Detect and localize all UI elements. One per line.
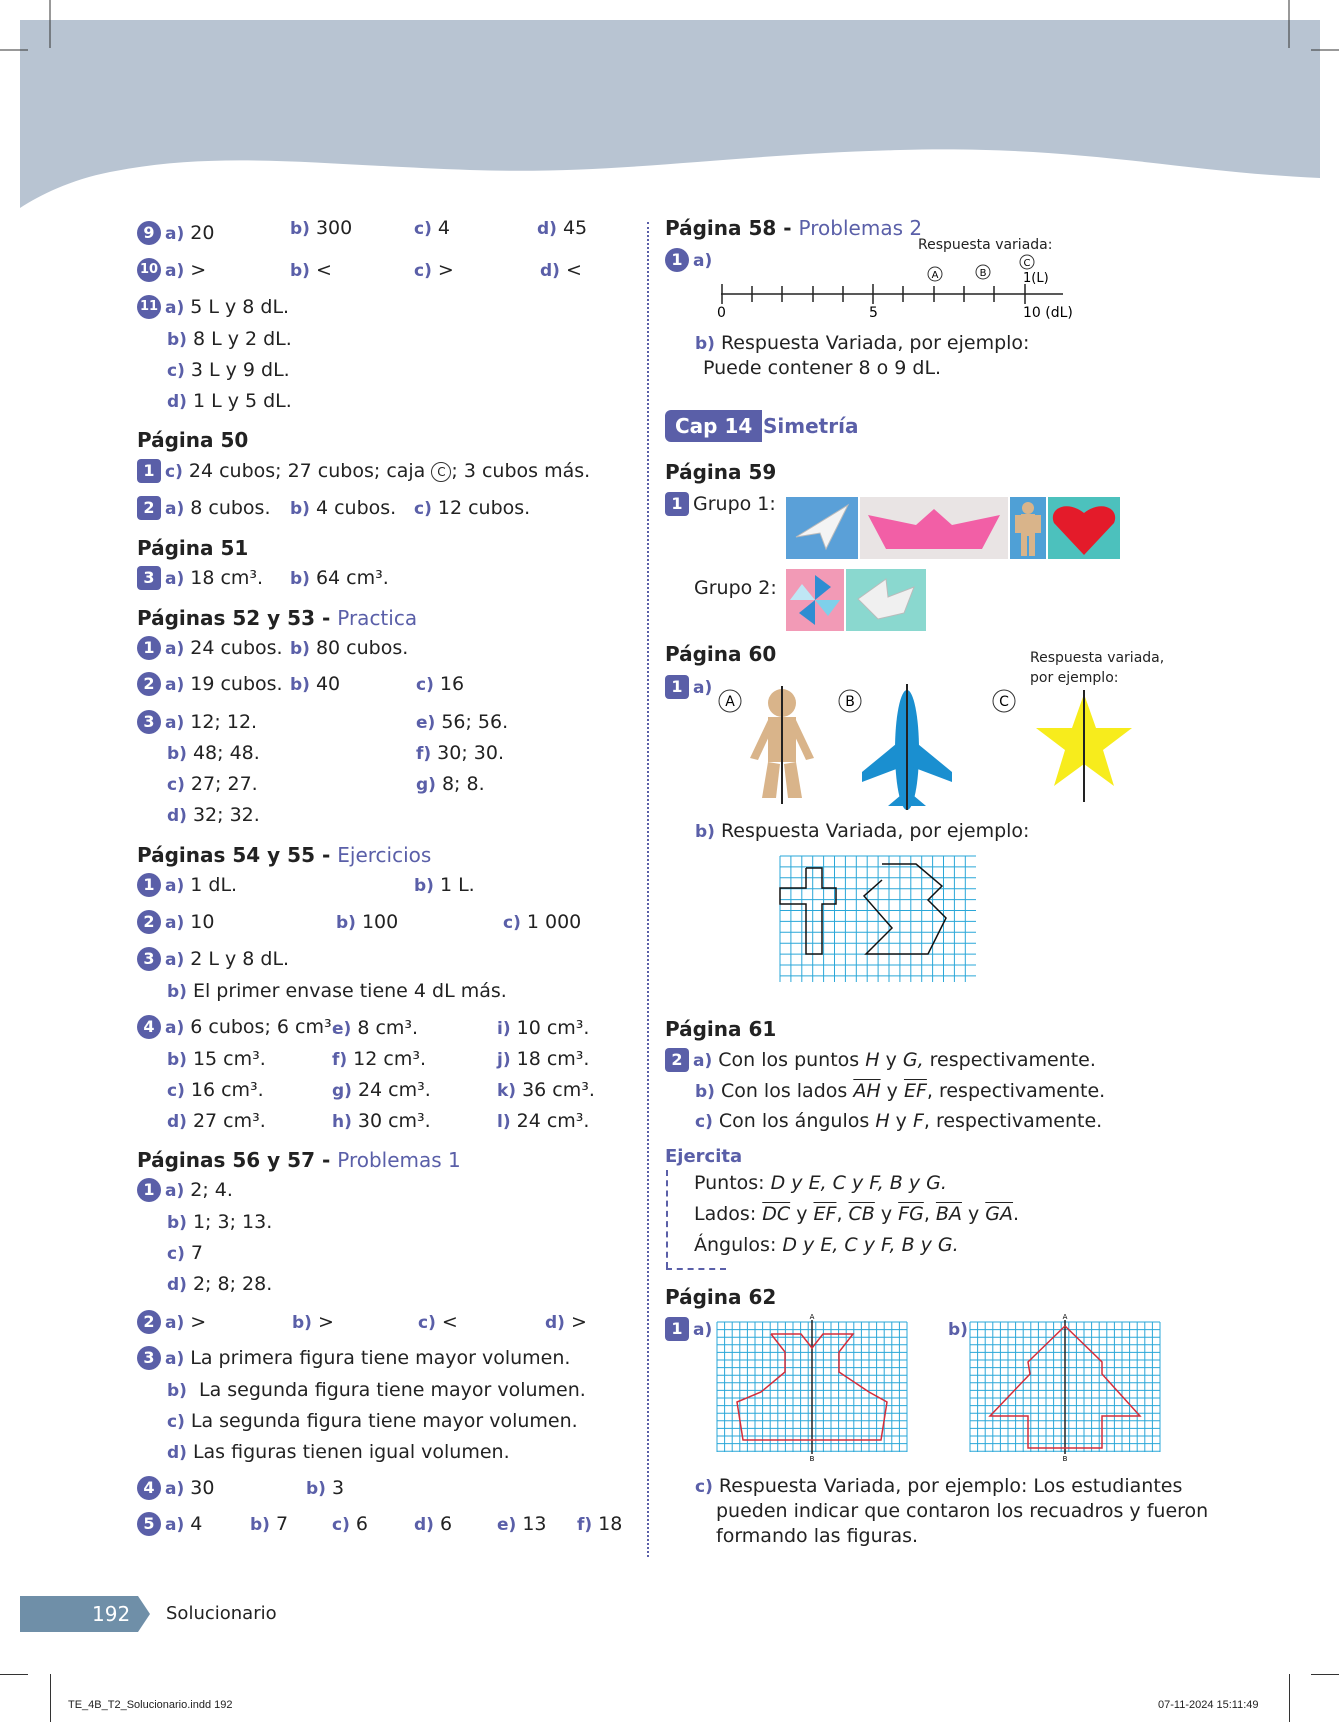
chapter-title: Simetría (763, 414, 859, 438)
p58-b: b) Respuesta Variada, por ejemplo: (695, 332, 1030, 354)
p62-c-line1: c) Respuesta Variada, por ejemplo: Los estudiantes (695, 1475, 1183, 1497)
ejercita-bracket-bottom (666, 1268, 726, 1270)
page-number: 192 (92, 1602, 131, 1626)
p60-b: b) Respuesta Variada, por ejemplo: (695, 820, 1030, 842)
page-number-tab (20, 1596, 150, 1632)
axis-62a-top: A (809, 1313, 815, 1321)
p62-c-line2: pueden indicar que contaron los recuadros y fueron (716, 1500, 1209, 1522)
one-liter-label: 1(L) (1023, 271, 1049, 286)
p54-q2-b: b) 100 (336, 911, 399, 933)
grid-drawing-62b (968, 1312, 1163, 1462)
q11-d: d) 1 L y 5 dL. (167, 390, 292, 412)
axis-62a-bottom: B (809, 1455, 815, 1462)
p56-q3-d: d) Las figuras tienen igual volumen. (167, 1441, 510, 1463)
p54-q4-g: g) 24 cm³. (332, 1079, 431, 1101)
ejercita-lados: Lados: $\overline{DC}$ y $\overline{EF}$, $\overline{CB}$ y $\overline{FG}$, $\overline{BA}$ y $\overline{GA}$. (694, 1203, 1020, 1225)
p60-note: Respuesta variada, por ejemplo: (1030, 650, 1165, 686)
p50-q2-c: c) 12 cubos. (414, 497, 531, 519)
heading-pagina-51: Página 51 (137, 536, 249, 560)
tick-0: 0 (717, 305, 726, 321)
group2-images (786, 569, 926, 631)
q10-c: c) > (414, 259, 454, 281)
p56-q5-b: b) 7 (250, 1513, 289, 1535)
p59-group2: Grupo 2: (694, 577, 777, 599)
axis-62b-bottom: B (1062, 1455, 1068, 1462)
p62-q1: 1 a) (665, 1317, 718, 1342)
p52-q3-g: g) 8; 8. (416, 773, 485, 795)
p52-q3: 3 a) 12; 12. (137, 710, 257, 735)
heading-pagina-61: Página 61 (665, 1017, 777, 1041)
p58-note: Respuesta variada: (918, 237, 1053, 253)
p52-q2-b: b) 40 (290, 673, 341, 695)
p54-q4-h: h) 30 cm³. (332, 1110, 431, 1132)
q10-b: b) < (290, 259, 332, 281)
p54-q4-i: i) 10 cm³. (497, 1017, 590, 1039)
p56-q1: 1 a) 2; 4. (137, 1178, 233, 1203)
p52-q3-e: e) 56; 56. (416, 711, 509, 733)
p54-q3-b: b) El primer envase tiene 4 dL más. (167, 980, 507, 1002)
q11-b: b) 8 L y 2 dL. (167, 328, 292, 350)
p54-q2: 2 a) 10 (137, 910, 214, 935)
ejercita-bracket (666, 1170, 668, 1268)
ejercita-angulos: Ángulos: D y E, C y F, B y G. (694, 1234, 959, 1256)
p52-q3-c: c) 27; 27. (167, 773, 258, 795)
tick-5: 5 (869, 305, 878, 321)
ejercita-puntos: Puntos: D y E, C y F, B y G. (694, 1172, 947, 1194)
p54-q4-f: f) 12 cm³. (332, 1048, 426, 1070)
q11-row: 11 a) 5 L y 8 dL. (137, 295, 289, 320)
p56-q2-b: b) > (292, 1311, 334, 1333)
chapter-badge: Cap 14 (665, 410, 762, 442)
heading-pagina-59: Página 59 (665, 460, 777, 484)
p54-q4-k: k) 36 cm³. (497, 1079, 595, 1101)
q9-row: 9 a) 20 (137, 221, 214, 246)
p62-b: b) (948, 1320, 968, 1340)
p56-q2-c: c) < (418, 1311, 458, 1333)
p56-q3-b: b) La segunda figura tiene mayor volumen. (167, 1379, 586, 1401)
heading-pagina-60: Página 60 (665, 642, 777, 666)
timestamp: 07-11-2024 15:11:49 (1158, 1699, 1259, 1711)
point-c-label: C (1023, 258, 1031, 269)
p56-q2-d: d) > (545, 1311, 587, 1333)
q9-c: c) 4 (414, 217, 450, 239)
p56-q2: 2 a) > (137, 1310, 206, 1335)
p56-q3-c: c) La segunda figura tiene mayor volumen. (167, 1410, 578, 1432)
p54-q2-c: c) 1 000 (503, 911, 582, 933)
p56-q5-f: f) 18 (577, 1513, 623, 1535)
q-badge: 9 (137, 221, 161, 245)
p56-q1-c: c) 7 (167, 1242, 203, 1264)
p52-q1-b: b) 80 cubos. (290, 637, 409, 659)
p56-q5-c: c) 6 (332, 1513, 368, 1535)
p51-q3: 3 a) 18 cm³. (137, 566, 263, 591)
p52-q1: 1 a) 24 cubos. (137, 636, 283, 661)
p58-b-line2: Puede contener 8 o 9 dL. (703, 357, 942, 379)
tick-10: 10 (dL) (1023, 305, 1073, 321)
p54-q1: 1 a) 1 dL. (137, 873, 237, 898)
heading-paginas-54-55: Páginas 54 y 55 - Ejercicios (137, 843, 432, 867)
heading-pagina-58: Página 58 - Problemas 2 (665, 216, 923, 240)
file-slug: TE_4B_T2_Solucionario.indd 192 (68, 1699, 233, 1711)
heading-pagina-50: Página 50 (137, 428, 249, 452)
q9-d: d) 45 (537, 217, 588, 239)
p52-q2: 2 a) 19 cubos. (137, 672, 283, 697)
number-line (705, 250, 1085, 325)
heading-paginas-52-53: Páginas 52 y 53 - Practica (137, 606, 418, 630)
heading-pagina-62: Página 62 (665, 1285, 777, 1309)
figure-c-label: C (999, 694, 1009, 710)
grid-drawing-62a (715, 1312, 910, 1462)
grid-drawing-p60 (778, 854, 978, 984)
p54-q1-b: b) 1 L. (414, 874, 475, 896)
top-banner (0, 0, 1339, 215)
p56-q5-d: d) 6 (414, 1513, 453, 1535)
p56-q1-d: d) 2; 8; 28. (167, 1273, 273, 1295)
q9-b: b) 300 (290, 217, 353, 239)
q10-d: d) < (540, 259, 582, 281)
p60-q1: 1 a) (665, 675, 718, 700)
footer-label: Solucionario (166, 1603, 277, 1624)
p50-q2-b: b) 4 cubos. (290, 497, 397, 519)
p56-q5-e: e) 13 (497, 1513, 547, 1535)
point-a-label: A (931, 270, 939, 281)
p61-q2a: 2 a) Con los puntos H y G, respectivamente. (665, 1048, 1096, 1073)
p54-q4: 4 a) 6 cubos; 6 cm³. (137, 1015, 338, 1040)
column-divider (647, 222, 649, 1557)
q10-row: 10 a) > (137, 258, 206, 283)
ejercita-title: Ejercita (665, 1146, 743, 1167)
q11-c: c) 3 L y 9 dL. (167, 359, 290, 381)
p56-q4-b: b) 3 (306, 1477, 345, 1499)
point-b-label: B (979, 268, 987, 279)
p62-c-line3: formando las figuras. (716, 1525, 919, 1547)
symmetry-figures (710, 680, 1150, 815)
p54-q4-d: d) 27 cm³. (167, 1110, 266, 1132)
p56-q5: 5 a) 4 (137, 1512, 202, 1537)
group1-images (786, 497, 1122, 559)
p54-q4-b: b) 15 cm³. (167, 1048, 266, 1070)
p52-q3-d: d) 32; 32. (167, 804, 260, 826)
p54-q3: 3 a) 2 L y 8 dL. (137, 947, 289, 972)
p61-q2b: b) Con los lados $\overline{AH}$ y $\overline{EF}$, respectivamente. (695, 1080, 1106, 1102)
p54-q4-e: e) 8 cm³. (332, 1017, 419, 1039)
p61-q2c: c) Con los ángulos H y F, respectivamente. (695, 1110, 1103, 1132)
p50-q1: 1 c) 24 cubos; 27 cubos; caja C ; 3 cubos más. (137, 459, 590, 484)
p54-q4-c: c) 16 cm³. (167, 1079, 264, 1101)
p54-q4-l: l) 24 cm³. (497, 1110, 590, 1132)
p59-group1: 1 Grupo 1: (665, 492, 776, 516)
figure-a-label: A (725, 694, 735, 710)
p52-q2-c: c) 16 (416, 673, 465, 695)
p56-q1-b: b) 1; 3; 13. (167, 1211, 273, 1233)
p54-q4-j: j) 18 cm³. (497, 1048, 590, 1070)
p58-q1: 1 a) (665, 248, 718, 273)
p52-q3-f: f) 30; 30. (416, 742, 505, 764)
p51-q3-b: b) 64 cm³. (290, 567, 389, 589)
axis-62b-top: A (1062, 1313, 1068, 1321)
p50-q2: 2 a) 8 cubos. (137, 496, 271, 521)
heading-paginas-56-57: Páginas 56 y 57 - Problemas 1 (137, 1148, 461, 1172)
p56-q4: 4 a) 30 (137, 1476, 214, 1501)
p56-q3: 3 a) La primera figura tiene mayor volumen. (137, 1346, 570, 1371)
figure-b-label: B (845, 694, 855, 710)
p52-q3-b: b) 48; 48. (167, 742, 260, 764)
crop-marks (0, 1674, 1339, 1675)
